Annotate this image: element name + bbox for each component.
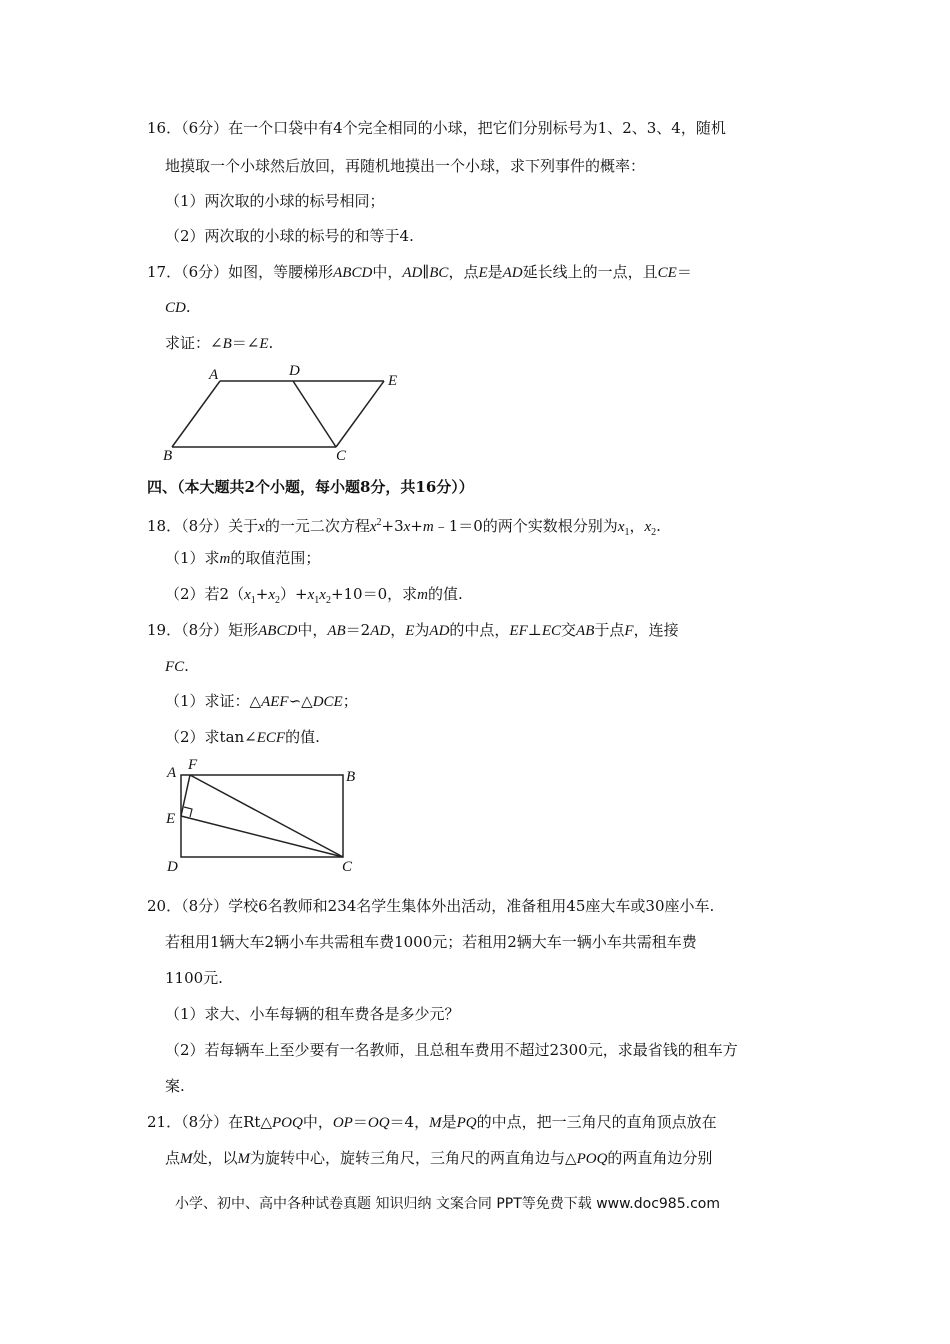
label-a: A: [209, 367, 219, 383]
q16-line2: 地摸取一个小球然后放回，再随机地摸出一个小球，求下列事件的概率：: [165, 157, 646, 175]
label-a: A: [167, 765, 177, 781]
q19-line2: FC.: [165, 657, 189, 675]
label-e: E: [166, 811, 176, 827]
q18-part2: （2）若$2(x_1+x_2)+x_1x_2+10=0$，求m的值.: [165, 585, 463, 606]
label-b: B: [163, 448, 173, 464]
section-4-heading: 四、（本大题共2个小题，每小题8分，共16分））: [147, 478, 474, 496]
label-d: D: [289, 363, 300, 379]
label-f: F: [188, 757, 198, 773]
q21-line1: 21．（8分）在Rt△POQ中，OP＝OQ＝4，M是PQ的中点，把一三角尺的直角顶点放在: [147, 1113, 717, 1131]
q18-line1: 18．（8分）关于x的一元二次方程$x^2+3x+m﹣1=0$的两个实数根分别为$x_1$，$x_2$.: [147, 517, 661, 538]
trapezoid-figure: [160, 360, 410, 465]
q20-line2: 若租用1辆大车2辆小车共需租车费1000元；若租用2辆大车一辆小车共需租车费: [165, 933, 697, 951]
q17-prove: 求证：∠B＝∠E.: [165, 334, 274, 352]
page-footer: 小学、初中、高中各种试卷真题 知识归纳 文案合同 PPT等免费下载 www.doc985.com: [175, 1196, 720, 1212]
q17-line1: 17．（6分）如图，等腰梯形ABCD中，AD∥BC，点E是AD延长线上的一点，且CE＝: [147, 263, 692, 281]
q17-line2: CD.: [165, 298, 191, 316]
q16-part2: （2）两次取的小球的标号的和等于4.: [165, 227, 414, 245]
label-b: B: [346, 769, 356, 785]
q16-part1: （1）两次取的小球的标号相同；: [165, 192, 385, 210]
q20-line1: 20．（8分）学校6名教师和234名学生集体外出活动，准备租用45座大车或30座小车.: [147, 897, 715, 915]
q19-part2: （2）求tan∠ECF的值.: [165, 728, 320, 746]
q21-line2: 点M处，以M为旋转中心，旋转三角尺，三角尺的两直角边与△POQ的两直角边分别: [165, 1149, 713, 1167]
label-d: D: [167, 859, 178, 875]
q18-part1: （1）求m的取值范围；: [165, 549, 321, 567]
q20-part1: （1）求大、小车每辆的租车费各是多少元？: [165, 1005, 460, 1023]
q20-line3: 1100元.: [165, 969, 223, 987]
label-c: C: [342, 859, 353, 875]
q20-part2a: （2）若每辆车上至少要有一名教师，且总租车费用不超过2300元，求最省钱的租车方: [165, 1041, 738, 1059]
q19-line1: 19．（8分）矩形ABCD中，AB＝2AD，E为AD的中点，EF⊥EC交AB于点F，连接: [147, 621, 679, 639]
q20-part2b: 案.: [165, 1077, 185, 1095]
label-c: C: [336, 448, 347, 464]
label-e: E: [388, 373, 398, 389]
rectangle-figure: [160, 755, 370, 880]
q19-part1: （1）求证：△AEF∽△DCE；: [165, 692, 358, 710]
q16-line1: 16．（6分）在一个口袋中有4个完全相同的小球，把它们分别标号为1、2、3、4，随机: [147, 119, 726, 137]
